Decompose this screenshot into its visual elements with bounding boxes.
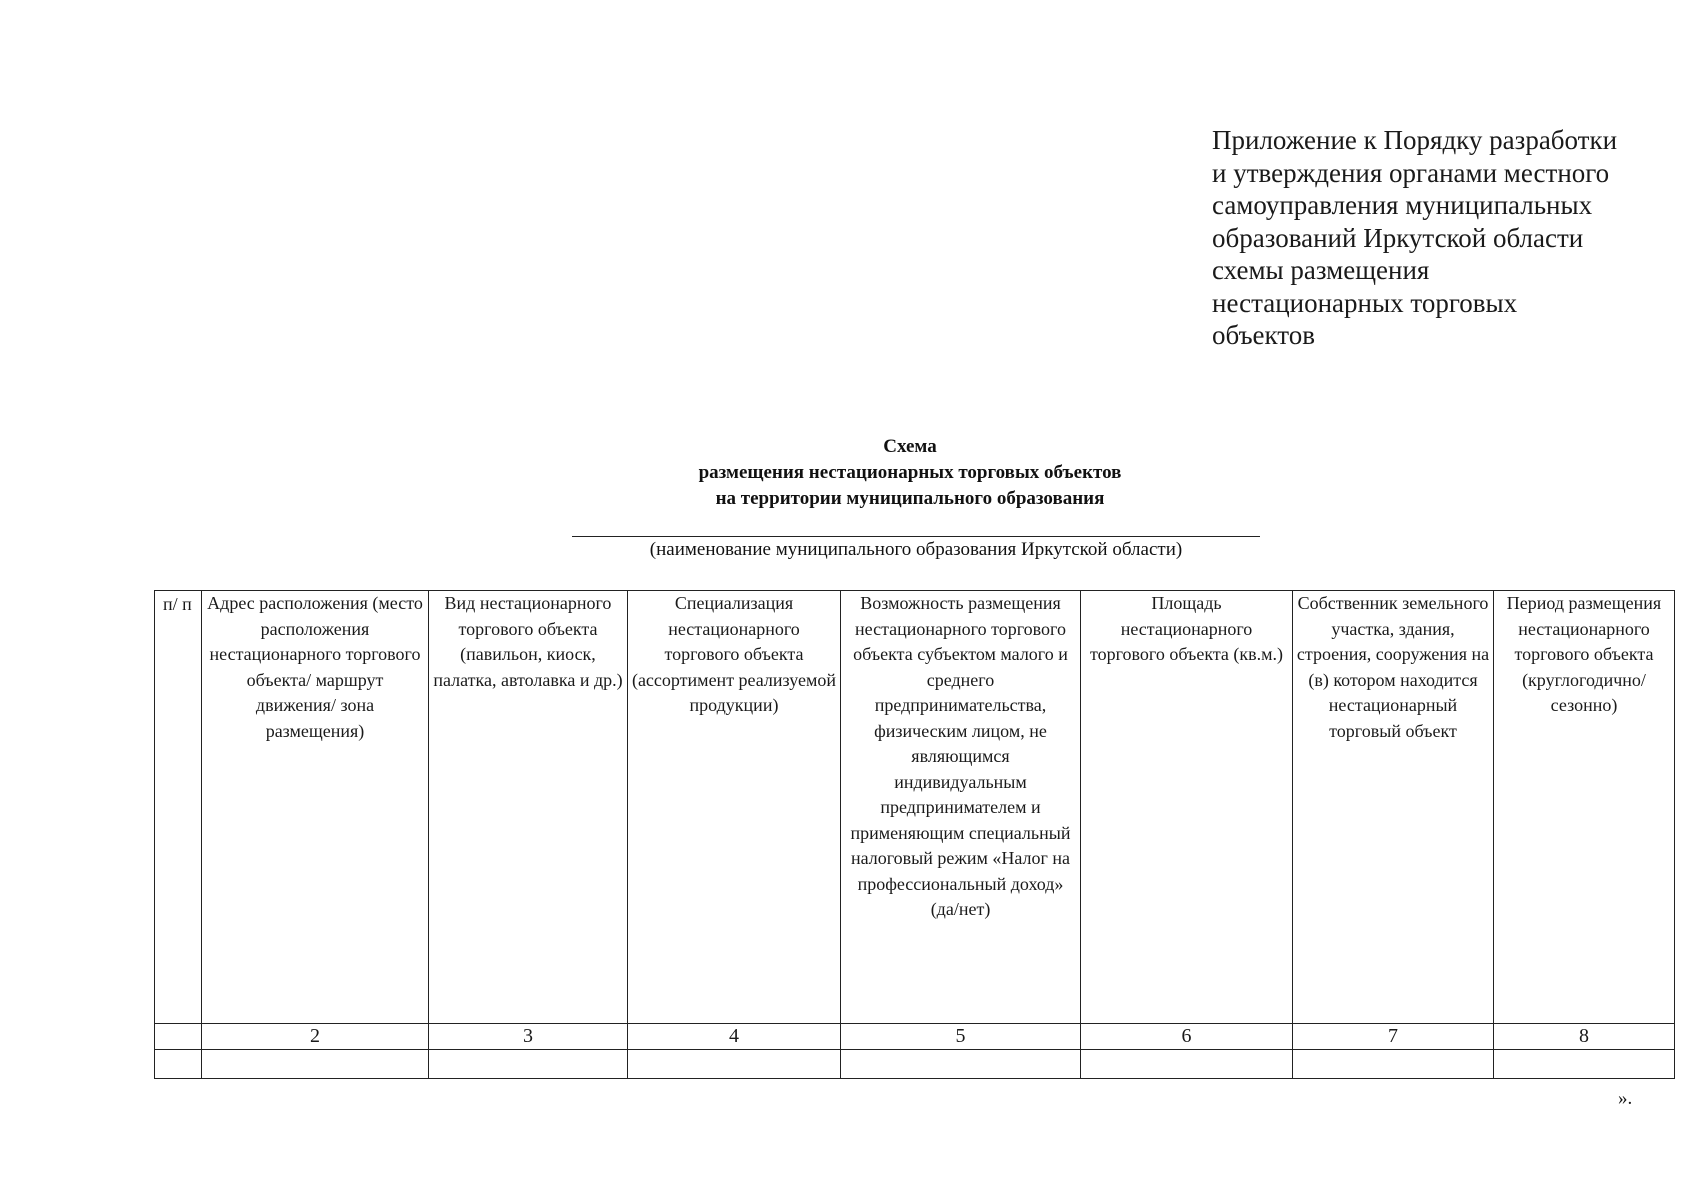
appendix-line: самоуправления муниципальных: [1212, 190, 1593, 220]
header-specialization: Специализация нестационарного торгового объекта (ассортимент реализуемой продукции): [628, 591, 841, 1024]
appendix-line: и утверждения органами местного: [1212, 157, 1610, 188]
empty-cell: [1293, 1050, 1494, 1079]
placement-scheme-table: [154, 590, 1675, 1079]
empty-cell: [155, 1050, 202, 1079]
municipality-name-blank-line: [572, 536, 1260, 537]
column-number-cell: 2: [202, 1024, 429, 1050]
column-number-cell: 7: [1293, 1024, 1494, 1050]
header-period: Период размещения нестационарного торгового объекта (круглогодично/ сезонно): [1494, 591, 1675, 1024]
header-sme-possibility: Возможность размещения нестационарного торгового объекта субъектом малого и среднего предпринимательства, физическим лицом, не являющимся индивидуальным предпринимателем и применяющим специальный налоговый режим «Налог на профессиональный доход» (да/нет): [841, 591, 1081, 1024]
column-number-cell: 5: [841, 1024, 1081, 1050]
empty-cell: [841, 1050, 1081, 1079]
title-line-3: на территории муниципального образования: [715, 488, 1105, 509]
municipality-name-caption: (наименование муниципального образования Иркутской области): [649, 539, 1183, 560]
document-title: [560, 434, 1260, 512]
column-number-cell: 3: [429, 1024, 628, 1050]
empty-data-row: [155, 1050, 1675, 1079]
header-address: Адрес расположения (место расположения нестационарного торгового объекта/ маршрут движения/ зона размещения): [202, 591, 429, 1024]
appendix-line: нестационарных торговых: [1212, 287, 1518, 318]
appendix-line: Приложение к Порядку разработки: [1212, 125, 1618, 155]
column-number-row: [155, 1024, 1675, 1050]
header-object-type: Вид нестационарного торгового объекта (павильон, киоск, палатка, автолавка и др.): [429, 591, 628, 1024]
appendix-line: схемы размещения: [1212, 255, 1430, 285]
column-number-cell: 8: [1494, 1024, 1675, 1050]
appendix-line: объектов: [1212, 320, 1315, 350]
empty-cell: [1494, 1050, 1675, 1079]
column-number-cell: 6: [1081, 1024, 1293, 1050]
header-row-number: п/ п: [155, 591, 202, 1024]
closing-quote-mark: ».: [1618, 1088, 1633, 1109]
column-number-cell: [155, 1024, 202, 1050]
header-area: Площадь нестационарного торгового объекта (кв.м.): [1081, 591, 1293, 1024]
table-header-row: [155, 591, 1675, 1024]
header-owner: Собственник земельного участка, здания, строения, сооружения на (в) котором находится нестационарный торговый объект: [1293, 591, 1494, 1024]
appendix-note: [1212, 124, 1672, 352]
empty-cell: [1081, 1050, 1293, 1079]
title-line-1: Схема: [883, 436, 937, 457]
title-line-2: размещения нестационарных торговых объектов: [698, 462, 1122, 483]
empty-cell: [628, 1050, 841, 1079]
column-number-cell: 4: [628, 1024, 841, 1050]
empty-cell: [429, 1050, 628, 1079]
appendix-line: образований Иркутской области: [1212, 222, 1584, 253]
empty-cell: [202, 1050, 429, 1079]
